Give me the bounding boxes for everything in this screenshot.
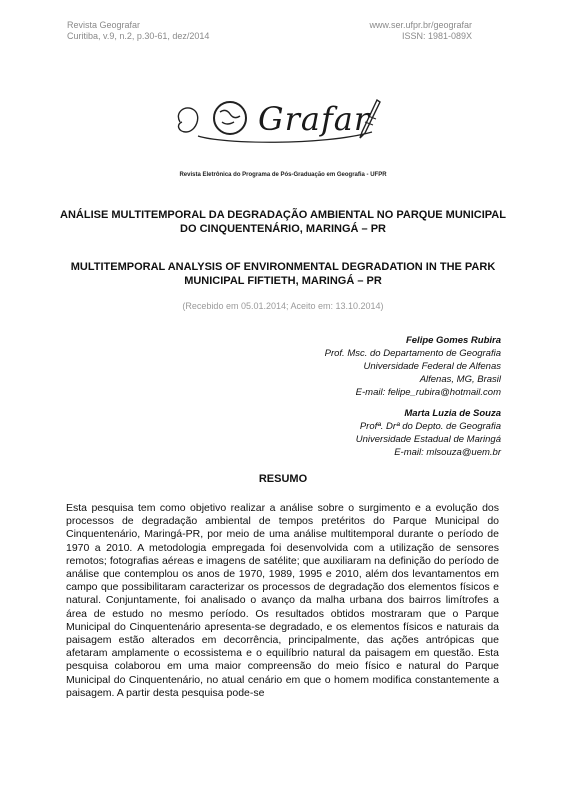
title-portuguese: ANÁLISE MULTITEMPORAL DA DEGRADAÇÃO AMBIENTAL NO PARQUE MUNICIPAL DO CINQUENTENÁRIO, MARINGÁ – PR — [60, 209, 506, 235]
author-block-1 — [325, 334, 501, 399]
running-header-right — [369, 20, 472, 42]
title-english: MULTITEMPORAL ANALYSIS OF ENVIRONMENTAL DEGRADATION IN THE PARK MUNICIPAL FIFTIETH, MARINGÁ – PR — [70, 261, 496, 287]
author-email: E-mail: mlsouza@uem.br — [394, 447, 501, 458]
abstract-paragraph: Esta pesquisa tem como objetivo realizar a análise sobre o surgimento e a evolução dos processos de degradação ambiental de tempos pretéritos do Parque Municipal do Cinquentenário, Maringá-PR, por meio de uma análise multitemporal durante o período de 1970 a 2010. A metodologia empregada foi desenvolvida com a utilização de sensores remotos; fotografias aéreas e imagens de satélite; que auxiliaram na definição do período de análise que contemplou os anos de 1970, 1989, 1995 e 2010, além dos levantamentos em campo que possibilitaram caracterizar os processos de degradação dos elementos físicos e natural. Conjuntamente, foi analisado o avanço da malha urbana dos bairros limítrofes a área de estudo no mesmo período. Os resultados obtidos mostraram que o Parque Municipal do Cinquentenário apresenta-se degradado, e os elementos físicos e naturais da paisagem estão alterados em decorrência, principalmente, das ações antrópicas que afetaram amplamente o ecossistema e o equilíbrio natural da paisagem em questão. Esta pesquisa colaborou em uma maior compreensão do meio físico e natural do Parque Municipal do Cinquentenário, no atual cenário em que o homem modifica constantemente a paisagem. A partir desta pesquisa pode-se — [66, 502, 499, 699]
journal-subtitle: Revista Eletrônica do Programa de Pós-Graduação em Geografia - UFPR — [179, 172, 387, 178]
author-affiliation-line: Profª. Drª do Depto. de Geografia — [359, 421, 501, 432]
running-header-left — [67, 20, 209, 42]
author-affiliation-line: Prof. Msc. do Departamento de Geografia — [324, 348, 501, 359]
author-email: E-mail: felipe_rubira@hotmail.com — [355, 387, 501, 398]
journal-citation: Curitiba, v.9, n.2, p.30-61, dez/2014 — [67, 31, 210, 41]
journal-name: Revista Geografar — [67, 20, 141, 30]
author-affiliation-line: Universidade Estadual de Maringá — [355, 434, 501, 445]
logo-wordmark: Grafar — [258, 100, 371, 138]
author-affiliation-line: Alfenas, MG, Brasil — [419, 374, 501, 385]
author-name: Marta Luzia de Souza — [404, 408, 501, 419]
author-affiliation-line: Universidade Federal de Alfenas — [363, 361, 501, 372]
journal-issn: ISSN: 1981-089X — [401, 31, 472, 41]
section-heading-resumo: RESUMO — [258, 473, 308, 485]
author-name: Felipe Gomes Rubira — [405, 335, 501, 346]
received-dates: (Recebido em 05.01.2014; Aceito em: 13.10.2014) — [182, 301, 384, 311]
author-block-2 — [356, 407, 501, 459]
journal-url: www.ser.ufpr.br/geografar — [369, 20, 472, 30]
journal-logo — [172, 92, 394, 152]
